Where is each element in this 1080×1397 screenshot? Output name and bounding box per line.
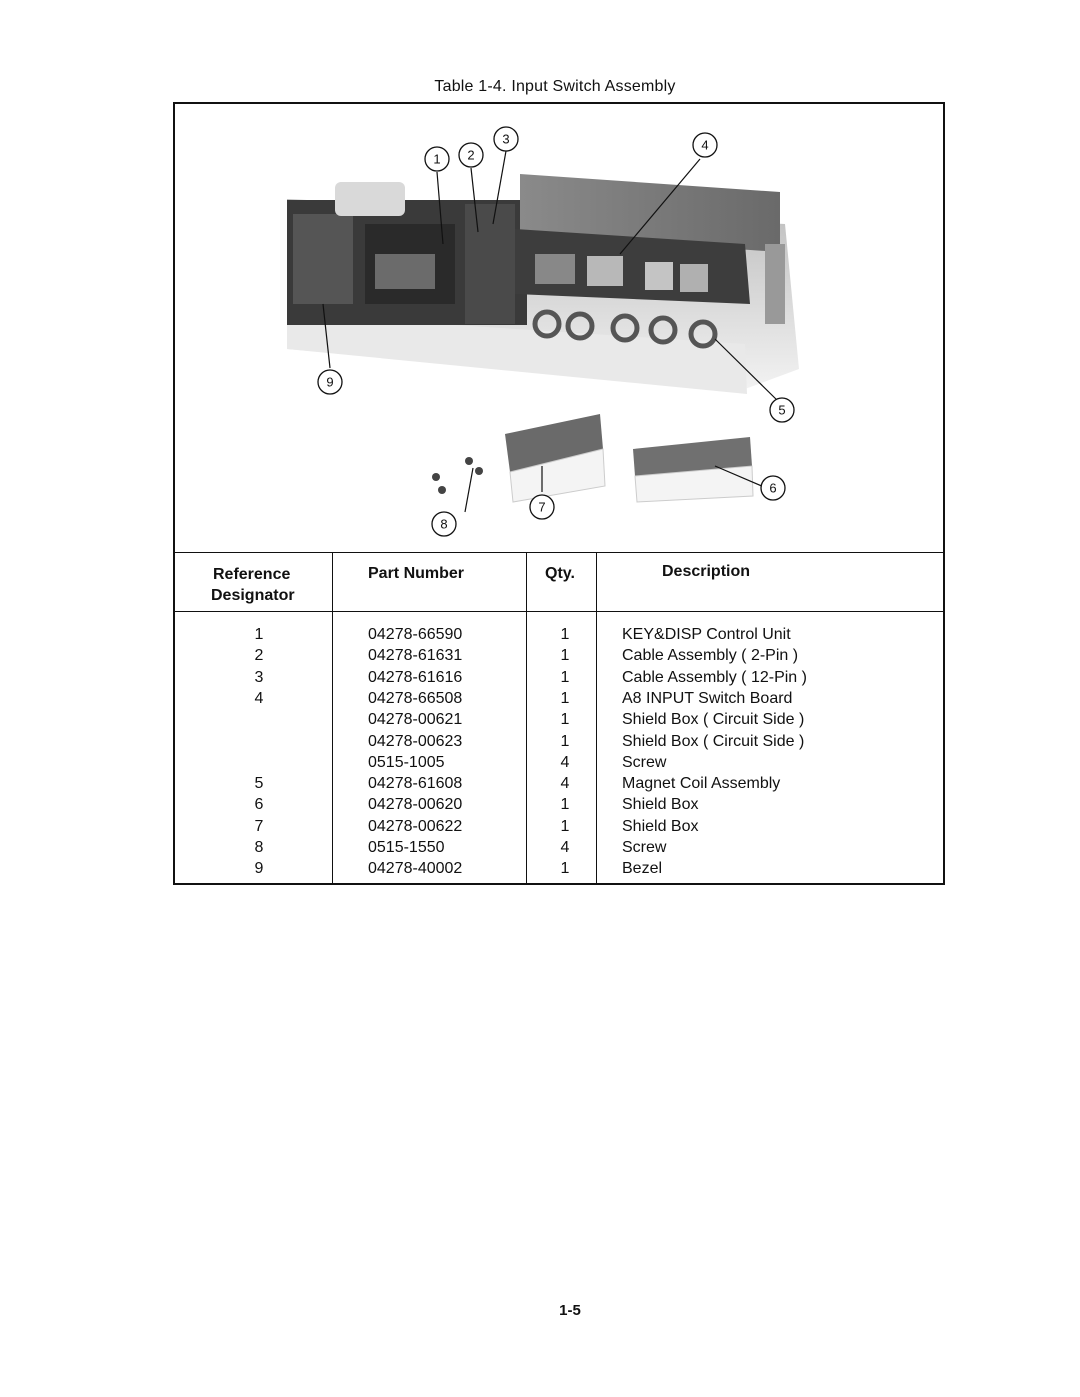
- header-divider: [175, 611, 943, 612]
- table-row: [175, 709, 943, 730]
- figure-divider: [175, 552, 943, 553]
- description-cell: KEY&DISP Control Unit: [622, 626, 791, 643]
- description-cell: Screw: [622, 753, 667, 771]
- callout-1: 1: [433, 151, 441, 167]
- ref-cell: 8: [254, 839, 264, 856]
- screws-8: [432, 457, 483, 494]
- description-cell: Shield Box ( Circuit Side ): [622, 711, 805, 729]
- table-row: [175, 688, 943, 709]
- shield-box-7: [505, 414, 605, 502]
- qty-cell: 4: [560, 775, 570, 793]
- part-number-cell: 04278-00620: [368, 796, 463, 814]
- part-number-cell: 04278-66508: [368, 689, 463, 707]
- part-number-cell: 0515-1550: [368, 839, 445, 856]
- table-row: [175, 624, 943, 645]
- part-number-cell: 04278-00622: [368, 817, 463, 835]
- callout-7: 7: [538, 499, 546, 515]
- ref-cell: 5: [254, 775, 264, 793]
- table-row: [175, 858, 943, 879]
- description-cell: A8 INPUT Switch Board: [622, 689, 793, 707]
- description-cell: Shield Box ( Circuit Side ): [622, 732, 805, 750]
- callout-6: 6: [769, 480, 777, 496]
- description-cell: Shield Box: [622, 817, 699, 835]
- part-number-cell: 04278-00621: [368, 711, 463, 729]
- part-number-cell: 04278-66590: [368, 626, 463, 643]
- description-cell: Shield Box: [622, 796, 699, 814]
- page-number: 1-5: [559, 1302, 581, 1319]
- assembly-figure: [175, 104, 943, 552]
- qty-cell: 1: [560, 626, 570, 643]
- ref-cell: 2: [254, 647, 264, 665]
- callout-8: 8: [440, 516, 448, 532]
- parts-table: [173, 102, 945, 885]
- ref-cell: 4: [254, 689, 264, 707]
- description-cell: Screw: [622, 839, 667, 856]
- qty-cell: 4: [560, 839, 570, 856]
- header-qty: Qty.: [545, 565, 575, 582]
- callout-4: 4: [701, 137, 709, 153]
- part-number-cell: 04278-61631: [368, 647, 463, 665]
- part-number-cell: 04278-61616: [368, 668, 463, 686]
- ref-cell: 3: [254, 668, 264, 686]
- qty-cell: 1: [560, 711, 570, 729]
- ref-cell: 6: [254, 796, 264, 814]
- table-row: [175, 816, 943, 837]
- qty-cell: 1: [560, 668, 570, 686]
- table-row: [175, 731, 943, 752]
- qty-cell: 1: [560, 647, 570, 665]
- qty-cell: 4: [560, 753, 570, 771]
- callout-2: 2: [467, 147, 475, 163]
- callout-3: 3: [502, 131, 510, 147]
- part-number-cell: 04278-61608: [368, 775, 463, 793]
- description-cell: Cable Assembly ( 12-Pin ): [622, 668, 807, 686]
- qty-cell: 1: [560, 732, 570, 750]
- table-row: [175, 752, 943, 773]
- table-row: [175, 773, 943, 794]
- qty-cell: 1: [560, 796, 570, 814]
- description-cell: Bezel: [622, 860, 663, 878]
- qty-cell: 1: [560, 689, 570, 707]
- callout-5: 5: [778, 402, 786, 418]
- table-row: [175, 794, 943, 815]
- ref-cell: 9: [254, 860, 264, 878]
- shield-box-6: [633, 437, 753, 502]
- qty-cell: 1: [560, 817, 570, 835]
- ref-cell: 1: [254, 626, 264, 643]
- description-cell: Magnet Coil Assembly: [622, 775, 781, 793]
- chassis-photo: [287, 174, 799, 394]
- table-row: [175, 837, 943, 858]
- part-number-cell: 0515-1005: [368, 753, 445, 771]
- callout-9: 9: [326, 374, 334, 390]
- part-number-cell: 04278-00623: [368, 732, 463, 750]
- table-row: [175, 667, 943, 688]
- header-part-number: Part Number: [368, 565, 465, 582]
- part-number-cell: 04278-40002: [368, 860, 463, 878]
- description-cell: Cable Assembly ( 2-Pin ): [622, 647, 799, 665]
- qty-cell: 1: [560, 860, 570, 878]
- header-designator: Designator: [211, 587, 295, 604]
- header-reference: Reference: [213, 566, 291, 583]
- header-description: Description: [662, 563, 751, 580]
- ref-cell: 7: [254, 817, 264, 835]
- table-caption: Table 1-4. Input Switch Assembly: [434, 78, 676, 95]
- table-row: [175, 645, 943, 666]
